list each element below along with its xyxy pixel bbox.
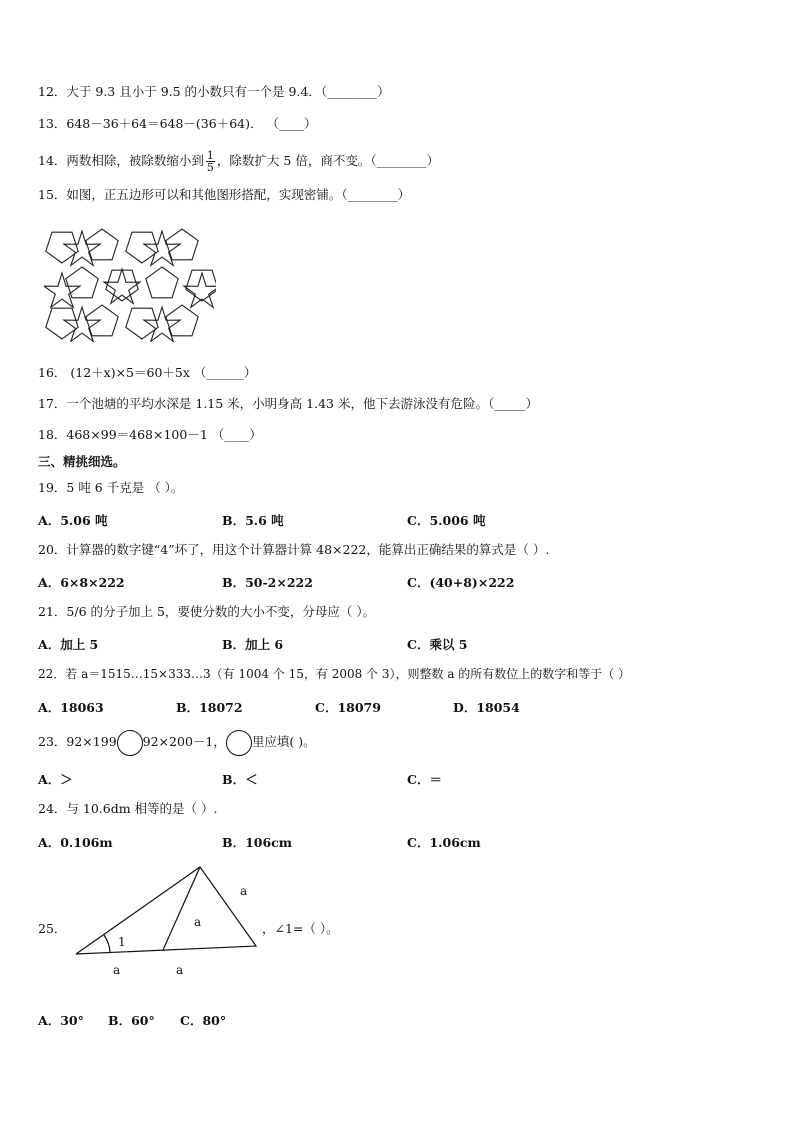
- question-23-tail: 里应填( )。: [251, 734, 316, 749]
- question-25-number: 25．: [38, 921, 67, 936]
- q19-option-a[interactable]: A．5.06 吨: [38, 513, 108, 528]
- outer-triangle: [76, 867, 256, 954]
- blank-circle-2[interactable]: [226, 730, 252, 756]
- pentagon-tile: [146, 267, 178, 298]
- q20-option-c[interactable]: C．(40+8)×222: [407, 575, 515, 590]
- question-13: 13．648－36＋64＝648－(36＋64)． （____）: [38, 116, 317, 131]
- question-12: 12．大于 9.3 且小于 9.5 的小数只有一个是 9.4．（________）: [38, 84, 390, 99]
- question-18: 18．468×99＝468×100－1 （____）: [38, 427, 262, 442]
- fraction-denominator: 5: [206, 161, 214, 174]
- question-19: 19．5 吨 6 千克是 （ ）。: [38, 480, 184, 495]
- triangle-figure: [70, 862, 270, 982]
- q19-option-c[interactable]: C．5.006 吨: [407, 513, 486, 528]
- q25-option-b[interactable]: B．60°: [108, 1013, 155, 1028]
- q22-option-c[interactable]: C．18079: [315, 700, 381, 715]
- question-24: 24．与 10.6dm 相等的是（ ）.: [38, 801, 218, 816]
- q21-option-b[interactable]: B．加上 6: [222, 637, 284, 652]
- section-heading: 三、精挑细选。: [38, 454, 126, 469]
- question-20: 20．计算器的数字键“4”坏了，用这个计算器计算 48×222，能算出正确结果的算式是（ ）.: [38, 542, 550, 557]
- q23-option-b[interactable]: B．＜: [222, 772, 258, 787]
- question-14-suffix: ，除数扩大 5 倍，商不变。（________）: [216, 153, 440, 168]
- question-21: 21．5/6 的分子加上 5，要使分数的大小不变，分母应（ ）。: [38, 604, 376, 619]
- q25-option-c[interactable]: C．80°: [180, 1013, 227, 1028]
- side-label-right: a: [240, 884, 248, 898]
- q21-option-a[interactable]: A．加上 5: [38, 637, 99, 652]
- q25-option-a[interactable]: A．30°: [38, 1013, 84, 1028]
- star-gap: [104, 269, 140, 303]
- pentagon-tessellation-figure: [44, 226, 216, 342]
- question-25-tail: ，∠1=（ ）。: [262, 921, 339, 936]
- q22-option-a[interactable]: A．18063: [38, 700, 104, 715]
- q22-option-d[interactable]: D．18054: [453, 700, 520, 715]
- q21-option-c[interactable]: C．乘以 5: [407, 637, 468, 652]
- question-23: [38, 734, 316, 750]
- q20-option-a[interactable]: A．6×8×222: [38, 575, 125, 590]
- q23-option-a[interactable]: A．＞: [38, 772, 73, 787]
- angle-arc: [104, 935, 110, 952]
- q22-option-b[interactable]: B．18072: [176, 700, 243, 715]
- question-23-right: 92×200－1，: [142, 734, 226, 749]
- pentagon-tile: [106, 270, 138, 301]
- q19-option-b[interactable]: B．5.6 吨: [222, 513, 284, 528]
- question-22: 22．若 a＝1515…15×333…3（有 1004 个 15，有 2008 个 3），则整数 a 的所有数位上的数字和等于（ ）: [38, 667, 631, 681]
- fraction-one-fifth: [206, 150, 215, 173]
- angle-label: 1: [118, 935, 126, 949]
- q24-option-a[interactable]: A．0.106m: [38, 835, 113, 850]
- side-label-inner: a: [194, 915, 202, 929]
- side-label-bottom-left: a: [113, 963, 121, 977]
- side-label-bottom-right: a: [176, 963, 184, 977]
- question-14: [38, 150, 439, 173]
- q24-option-c[interactable]: C．1.06cm: [407, 835, 481, 850]
- question-17: 17．一个池塘的平均水深是 1.15 米，小明身高 1.43 米，他下去游泳没有危险。（_____）: [38, 396, 538, 411]
- q24-option-b[interactable]: B．106cm: [222, 835, 292, 850]
- question-14-prefix: 14．两数相除，被除数缩小到: [38, 153, 204, 168]
- blank-circle-1[interactable]: [117, 730, 143, 756]
- question-23-left: 23．92×199: [38, 734, 117, 749]
- q23-option-c[interactable]: C．＝: [407, 772, 442, 787]
- star-gap: [184, 273, 216, 307]
- question-15: 15．如图，正五边形可以和其他图形搭配，实现密铺。（________）: [38, 187, 411, 202]
- question-16: 16． (12＋x)×5＝60＋5x （______）: [38, 365, 257, 380]
- q20-option-b[interactable]: B．50-2×222: [222, 575, 313, 590]
- star-gap: [44, 273, 80, 307]
- fraction-numerator: 1: [206, 149, 214, 162]
